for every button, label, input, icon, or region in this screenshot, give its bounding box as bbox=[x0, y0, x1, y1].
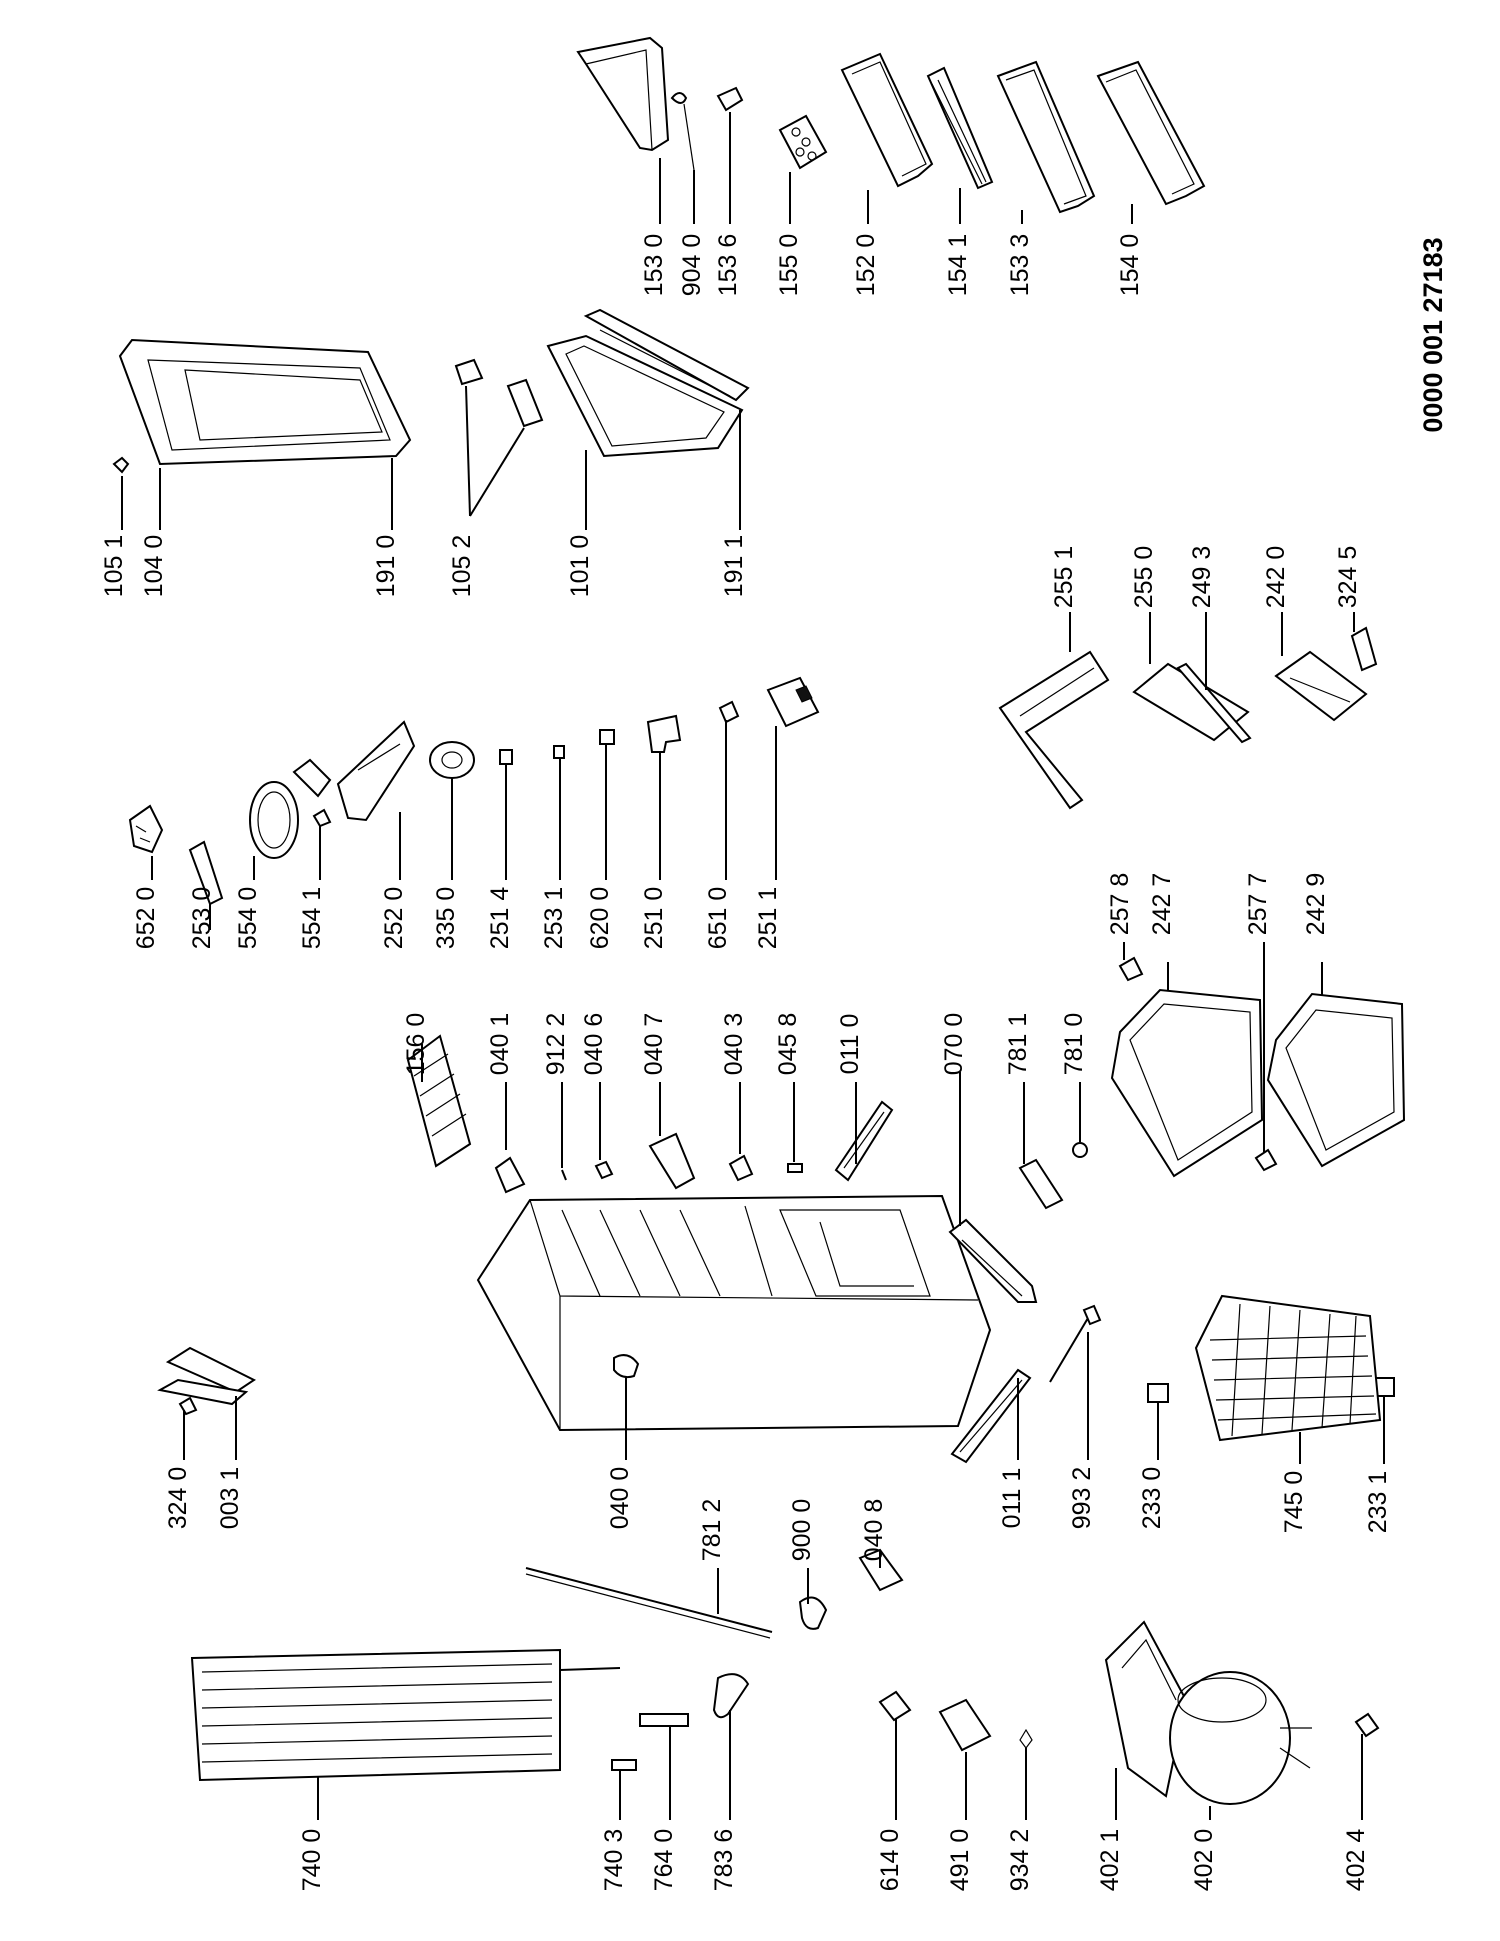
bulb-2514 bbox=[500, 750, 512, 764]
part-label-6200: 620 0 bbox=[586, 886, 614, 950]
cover-4910 bbox=[940, 1700, 990, 1750]
door-1040 bbox=[120, 340, 410, 464]
part-label-2530: 253 0 bbox=[188, 886, 216, 950]
part-label-0408: 040 8 bbox=[860, 1498, 888, 1562]
part-label-2511: 251 1 bbox=[754, 886, 782, 950]
reference-number: 0000 001 27183 bbox=[1418, 237, 1448, 433]
part-label-9040: 904 0 bbox=[678, 233, 706, 297]
part-label-3350: 335 0 bbox=[432, 886, 460, 950]
clip-2578 bbox=[1120, 958, 1142, 980]
part-label-2493: 249 3 bbox=[1188, 545, 1216, 609]
part-label-0700: 070 0 bbox=[940, 1012, 968, 1076]
part-label-1540: 154 0 bbox=[1116, 233, 1144, 297]
part-label-5540: 554 0 bbox=[234, 886, 262, 950]
part-label-0407: 040 7 bbox=[640, 1012, 668, 1076]
knob-3350 bbox=[430, 742, 474, 778]
part-label-3245: 324 5 bbox=[1334, 545, 1362, 609]
plug-7810 bbox=[1073, 1143, 1087, 1157]
part-label-7400: 740 0 bbox=[298, 1828, 326, 1892]
rail-0110 bbox=[836, 1102, 892, 1180]
part-label-0111: 011 1 bbox=[998, 1467, 1026, 1529]
relay-6140 bbox=[880, 1692, 910, 1720]
part-label-0400: 040 0 bbox=[606, 1466, 634, 1530]
bracket-2510 bbox=[648, 716, 680, 752]
part-label-0110: 011 0 bbox=[836, 1013, 864, 1075]
clip-4024 bbox=[1356, 1714, 1378, 1736]
part-label-9342: 934 2 bbox=[1006, 1828, 1034, 1892]
part-label-4024: 402 4 bbox=[1342, 1828, 1370, 1892]
clip-9040 bbox=[672, 93, 694, 170]
part-label-5541: 554 1 bbox=[298, 886, 326, 950]
thermostat-box-2511 bbox=[768, 678, 818, 726]
screw-9122 bbox=[562, 1170, 566, 1180]
part-label-2520: 252 0 bbox=[380, 886, 408, 950]
part-label-7836: 783 6 bbox=[710, 1828, 738, 1892]
foot-2330 bbox=[1148, 1384, 1168, 1402]
door-shelf-1530 bbox=[578, 38, 668, 150]
part-label-7812: 781 2 bbox=[698, 1498, 726, 1562]
part-label-2420: 242 0 bbox=[1262, 545, 1290, 609]
clip-3245 bbox=[1352, 628, 1376, 670]
part-label-1541: 154 1 bbox=[944, 233, 972, 297]
crisper-2429 bbox=[1268, 994, 1404, 1166]
switch-2531 bbox=[554, 746, 564, 758]
part-label-6510: 651 0 bbox=[704, 886, 732, 950]
clip-1536 bbox=[718, 88, 742, 110]
part-label-7810: 781 0 bbox=[1060, 1012, 1088, 1076]
part-label-2427: 242 7 bbox=[1148, 872, 1176, 936]
hinge-0403 bbox=[730, 1156, 752, 1180]
door-1010 bbox=[548, 310, 748, 456]
clip-0406 bbox=[596, 1162, 612, 1178]
part-label-0406: 040 6 bbox=[580, 1012, 608, 1076]
glass-shelf-2550 bbox=[1134, 664, 1250, 742]
part-label-1052: 105 2 bbox=[448, 534, 476, 598]
door-bin-1540 bbox=[1098, 62, 1204, 204]
egg-tray-1550 bbox=[780, 116, 826, 168]
clip-9342 bbox=[1020, 1730, 1032, 1748]
part-label-1051: 105 1 bbox=[100, 534, 128, 598]
panel-0031 bbox=[160, 1348, 254, 1404]
part-label-1530: 153 0 bbox=[640, 233, 668, 297]
part-label-1533: 153 3 bbox=[1006, 233, 1034, 297]
part-label-2330: 233 0 bbox=[1138, 1466, 1166, 1530]
crisper-2427 bbox=[1112, 990, 1262, 1176]
drawer-2420 bbox=[1276, 652, 1366, 720]
strip-1541 bbox=[928, 68, 992, 188]
part-label-6140: 614 0 bbox=[876, 1828, 904, 1892]
part-label-9932: 993 2 bbox=[1068, 1466, 1096, 1530]
part-label-0458: 045 8 bbox=[774, 1012, 802, 1076]
part-label-7450: 745 0 bbox=[1280, 1470, 1308, 1534]
evaporator-7400 bbox=[192, 1650, 560, 1780]
part-label-1520: 152 0 bbox=[852, 233, 880, 297]
part-label-6520: 652 0 bbox=[132, 886, 160, 950]
drier-7640 bbox=[640, 1714, 688, 1726]
part-label-1010: 101 0 bbox=[566, 534, 594, 598]
part-label-2514: 251 4 bbox=[486, 886, 514, 950]
sensor-6510 bbox=[720, 702, 738, 722]
part-label-4021: 402 1 bbox=[1096, 1828, 1124, 1892]
part-label-9122: 912 2 bbox=[542, 1012, 570, 1076]
part-label-2578: 257 8 bbox=[1106, 872, 1134, 936]
part-label-2429: 242 9 bbox=[1302, 872, 1330, 936]
part-label-1910: 191 0 bbox=[372, 534, 400, 598]
part-label-1040: 104 0 bbox=[140, 534, 168, 598]
part-label-1536: 153 6 bbox=[714, 233, 742, 297]
clip-3240 bbox=[180, 1398, 196, 1414]
part-label-2550: 255 0 bbox=[1130, 545, 1158, 609]
part-label-0403: 040 3 bbox=[720, 1012, 748, 1076]
clip-5541 bbox=[314, 810, 330, 826]
hinge-1051 bbox=[114, 458, 128, 472]
door-bin-1520 bbox=[842, 54, 932, 186]
capillary-7403 bbox=[560, 1668, 636, 1770]
cabinet-body bbox=[478, 1196, 990, 1430]
part-label-4910: 491 0 bbox=[946, 1828, 974, 1892]
lamp-6200 bbox=[600, 730, 614, 744]
compressor-4020 bbox=[1170, 1672, 1312, 1804]
cable-9932 bbox=[1050, 1306, 1100, 1382]
door-handles-1052 bbox=[456, 360, 542, 426]
part-label-0401: 040 1 bbox=[486, 1012, 514, 1076]
part-label-7811: 781 1 bbox=[1004, 1012, 1032, 1076]
part-label-2531: 253 1 bbox=[540, 886, 568, 950]
part-label-2510: 251 0 bbox=[640, 886, 668, 950]
tray-4021 bbox=[1106, 1622, 1186, 1796]
clip-2577 bbox=[1256, 1150, 1276, 1170]
part-label-0031: 003 1 bbox=[216, 1466, 244, 1530]
fan-ring-5540 bbox=[250, 760, 330, 858]
part-label-1550: 155 0 bbox=[775, 233, 803, 297]
part-label-7403: 740 3 bbox=[600, 1828, 628, 1892]
strip-7812 bbox=[526, 1568, 772, 1638]
part-label-2331: 233 1 bbox=[1364, 1470, 1392, 1534]
part-label-1560: 156 0 bbox=[402, 1012, 430, 1076]
bracket-9000 bbox=[800, 1598, 826, 1629]
condenser-7450 bbox=[1196, 1296, 1380, 1440]
bracket-0401 bbox=[496, 1158, 524, 1192]
part-label-1911: 191 1 bbox=[720, 534, 748, 598]
part-label-9000: 900 0 bbox=[788, 1498, 816, 1562]
shelf-2551 bbox=[1000, 652, 1108, 808]
thermostat-6520 bbox=[130, 806, 162, 852]
pin-0458 bbox=[788, 1164, 802, 1172]
part-label-3240: 324 0 bbox=[164, 1466, 192, 1530]
light-cover-2520 bbox=[338, 722, 414, 820]
part-label-2551: 255 1 bbox=[1050, 545, 1078, 609]
part-label-4020: 402 0 bbox=[1190, 1828, 1218, 1892]
door-bin-1533 bbox=[998, 62, 1094, 212]
part-label-2577: 257 7 bbox=[1244, 872, 1272, 936]
grille-7811 bbox=[1020, 1160, 1062, 1208]
part-label-7640: 764 0 bbox=[650, 1828, 678, 1892]
bracket-0407 bbox=[650, 1134, 694, 1188]
